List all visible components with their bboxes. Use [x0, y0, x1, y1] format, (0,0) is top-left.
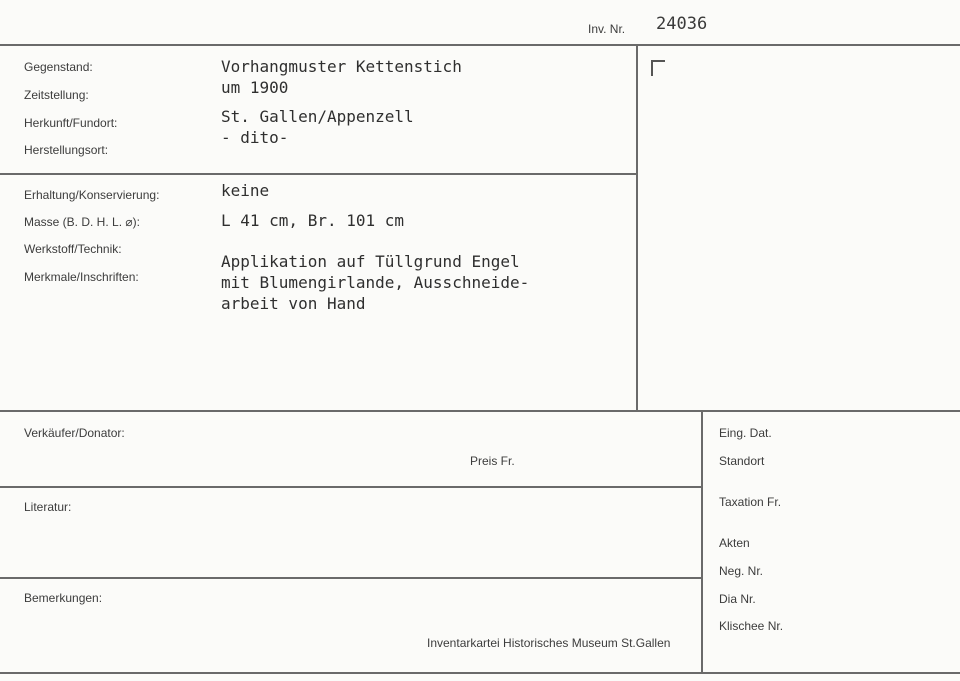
value-gegenstand: Vorhangmuster Kettenstich [221, 57, 462, 76]
description-line-1: Applikation auf Tüllgrund Engel [221, 252, 520, 271]
value-erhaltung: keine [221, 181, 270, 200]
label-standort: Standort [719, 454, 765, 468]
section-divider-3 [0, 486, 702, 488]
bottom-rule [0, 672, 960, 674]
label-taxation: Taxation Fr. [719, 495, 782, 509]
value-herstellungsort: - dito- [221, 128, 289, 147]
label-verkaeufer: Verkäufer/Donator: [24, 426, 125, 440]
label-dia-nr: Dia Nr. [719, 592, 756, 606]
section-divider-2 [0, 410, 960, 412]
top-rule [0, 44, 960, 46]
upper-vertical-divider [636, 44, 638, 412]
label-literatur: Literatur: [24, 500, 72, 514]
label-preis: Preis Fr. [470, 454, 515, 468]
label-bemerkungen: Bemerkungen: [24, 591, 103, 605]
label-gegenstand: Gegenstand: [24, 60, 93, 74]
label-masse: Masse (B. D. H. L. ⌀): [24, 215, 140, 229]
label-klischee-nr: Klischee Nr. [719, 619, 784, 633]
description-line-3: arbeit von Hand [221, 294, 366, 313]
label-erhaltung: Erhaltung/Konservierung: [24, 188, 160, 202]
label-zeitstellung: Zeitstellung: [24, 88, 89, 102]
inv-nr-value: 24036 [656, 14, 708, 34]
lower-vertical-divider [701, 410, 703, 672]
value-herkunft: St. Gallen/Appenzell [221, 107, 414, 126]
section-divider-4 [0, 577, 702, 579]
label-eing-dat: Eing. Dat. [719, 426, 772, 440]
label-merkmale: Merkmale/Inschriften: [24, 270, 139, 284]
value-zeitstellung: um 1900 [221, 78, 289, 97]
label-werkstoff: Werkstoff/Technik: [24, 242, 122, 256]
footer-museum: Inventarkartei Historisches Museum St.Gallen [427, 636, 671, 650]
inv-nr-label: Inv. Nr. [588, 22, 626, 36]
label-akten: Akten [719, 536, 750, 550]
photo-corner-mark [651, 60, 665, 76]
value-masse: L 41 cm, Br. 101 cm [221, 211, 405, 230]
label-herstellungsort: Herstellungsort: [24, 143, 109, 157]
label-herkunft: Herkunft/Fundort: [24, 116, 118, 130]
section-divider-1 [0, 173, 637, 175]
description-line-2: mit Blumengirlande, Ausschneide- [221, 273, 530, 292]
label-neg-nr: Neg. Nr. [719, 564, 764, 578]
